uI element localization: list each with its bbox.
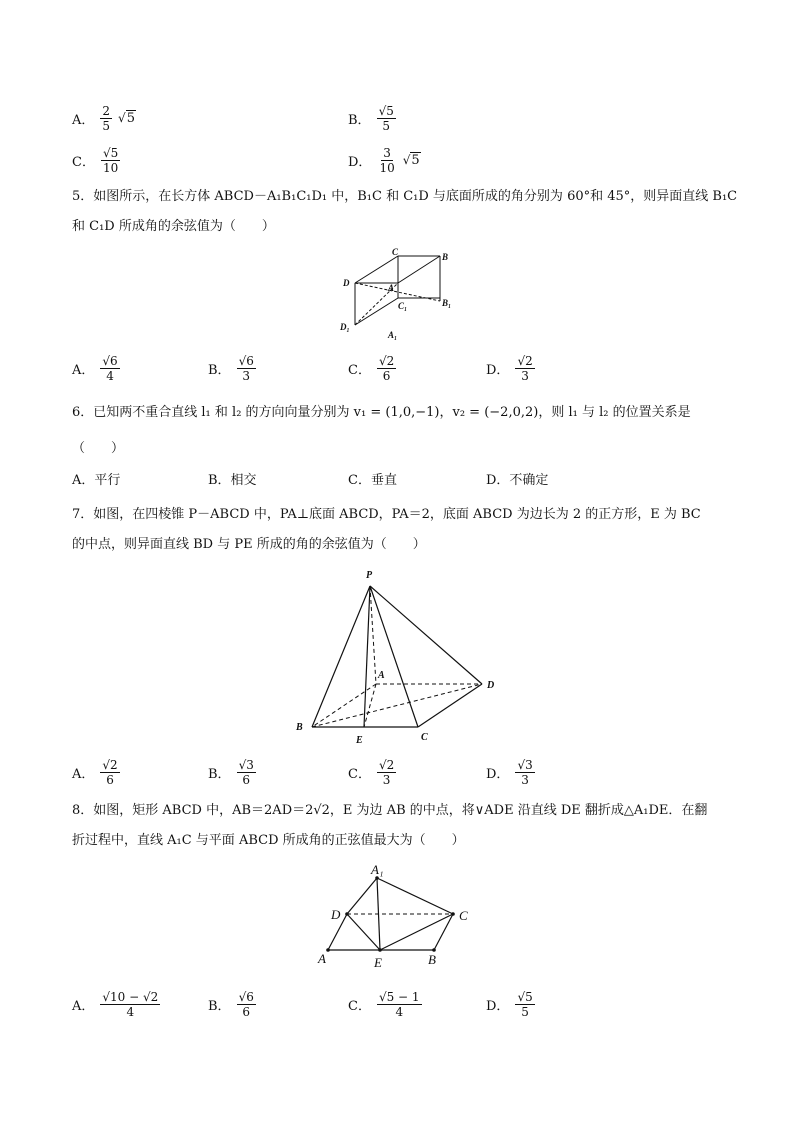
q5-label-a1: A₁ bbox=[388, 330, 398, 340]
q8-fold-figure bbox=[310, 862, 490, 972]
q5-label-b: B bbox=[442, 252, 449, 262]
q8-option-b: B． $\frac{√6}{6}$ bbox=[208, 990, 254, 1019]
q5-label-d1: D₁ bbox=[340, 322, 350, 332]
q7-option-a: A． $\frac{√2}{6}$ bbox=[72, 758, 118, 787]
q7-label-e: E bbox=[356, 735, 363, 746]
q7-option-c: C． $\frac{√2}{3}$ bbox=[348, 758, 395, 787]
q5-stem-line1: 5．如图所示，在长方体 ABCD－A₁B₁C₁D₁ 中，B₁C 和 C₁D 与底面所成的角分别为 60°和 45°，则异面直线 B₁C bbox=[72, 189, 738, 204]
q8-option-c: C． $\frac{√5 - 1}{4}$ bbox=[348, 990, 420, 1019]
q5-option-a: A． $\frac{√6}{4}$ bbox=[72, 354, 118, 383]
q7-label-c: C bbox=[421, 732, 428, 743]
q7-label-a: A bbox=[378, 670, 385, 681]
q7-option-d: D． $\frac{√3}{3}$ bbox=[486, 758, 533, 787]
q7-stem-line2: 的中点，则异面直线 BD 与 PE 所成的角的余弦值为（ ） bbox=[72, 537, 426, 552]
q4-option-c: C． $\frac{√5}{10}$ bbox=[72, 146, 119, 175]
q6-option-a: A．平行 bbox=[72, 473, 121, 488]
q8-option-a: A． $\frac{√10 - √2}{4}$ bbox=[72, 990, 159, 1019]
q5-option-c: C． $\frac{√2}{6}$ bbox=[348, 354, 395, 383]
q8-label-c: C bbox=[459, 908, 468, 923]
q5-label-b1: B₁ bbox=[442, 298, 452, 308]
q8-option-d: D． $\frac{√5}{5}$ bbox=[486, 990, 533, 1019]
q5-label-c: C bbox=[392, 247, 399, 257]
q6-stem-line2: （ ） bbox=[72, 441, 125, 456]
q8-label-a1: A₁ bbox=[371, 862, 384, 877]
q6-option-b: B．相交 bbox=[208, 473, 257, 488]
q7-option-b: B． $\frac{√3}{6}$ bbox=[208, 758, 254, 787]
q8-label-b: B bbox=[428, 952, 436, 967]
q7-stem-line1: 7．如图，在四棱锥 P－ABCD 中，PA⊥底面 ABCD，PA＝2，底面 ABCD 为边长为 2 的正方形，E 为 BC bbox=[72, 507, 701, 522]
q5-cuboid-figure bbox=[330, 246, 470, 342]
q6-stem-line1: 6．已知两不重合直线 l₁ 和 l₂ 的方向向量分别为 v₁ = (1,0,−1)，v₂ = (−2,0,2)，则 l₁ 与 l₂ 的位置关系是 bbox=[72, 405, 691, 420]
q6-option-d: D．不确定 bbox=[486, 473, 549, 488]
q7-label-d: D bbox=[487, 680, 495, 691]
q5-label-c1: C₁ bbox=[398, 301, 408, 311]
q8-label-e: E bbox=[374, 955, 382, 970]
q5-stem-line2: 和 C₁D 所成角的余弦值为（ ） bbox=[72, 219, 275, 234]
q6-option-c: C．垂直 bbox=[348, 473, 397, 488]
q8-label-d: D bbox=[331, 907, 341, 922]
q8-label-a: A bbox=[318, 951, 326, 966]
q4-option-a: A． $\frac{2}{5}$ √5 bbox=[72, 104, 135, 133]
q8-stem-line1: 8．如图，矩形 ABCD 中，AB＝2AD＝2√2，E 为边 AB 的中点，将∨ADE 沿直线 DE 翻折成△A₁DE．在翻 bbox=[72, 803, 708, 818]
q5-label-d: D bbox=[343, 278, 350, 288]
q7-label-p: P bbox=[366, 570, 373, 581]
q4-option-b: B． $\frac{√5}{5}$ bbox=[348, 104, 394, 133]
q4-option-d: D． $\frac{3}{10}$ √5 bbox=[348, 146, 420, 175]
q5-label-a: A bbox=[388, 283, 395, 293]
q5-option-b: B． $\frac{√6}{3}$ bbox=[208, 354, 254, 383]
q8-stem-line2: 折过程中，直线 A₁C 与平面 ABCD 所成角的正弦值最大为（ ） bbox=[72, 833, 465, 848]
q5-option-d: D． $\frac{√2}{3}$ bbox=[486, 354, 533, 383]
q7-label-b: B bbox=[296, 722, 303, 733]
q7-pyramid-figure bbox=[290, 566, 510, 746]
